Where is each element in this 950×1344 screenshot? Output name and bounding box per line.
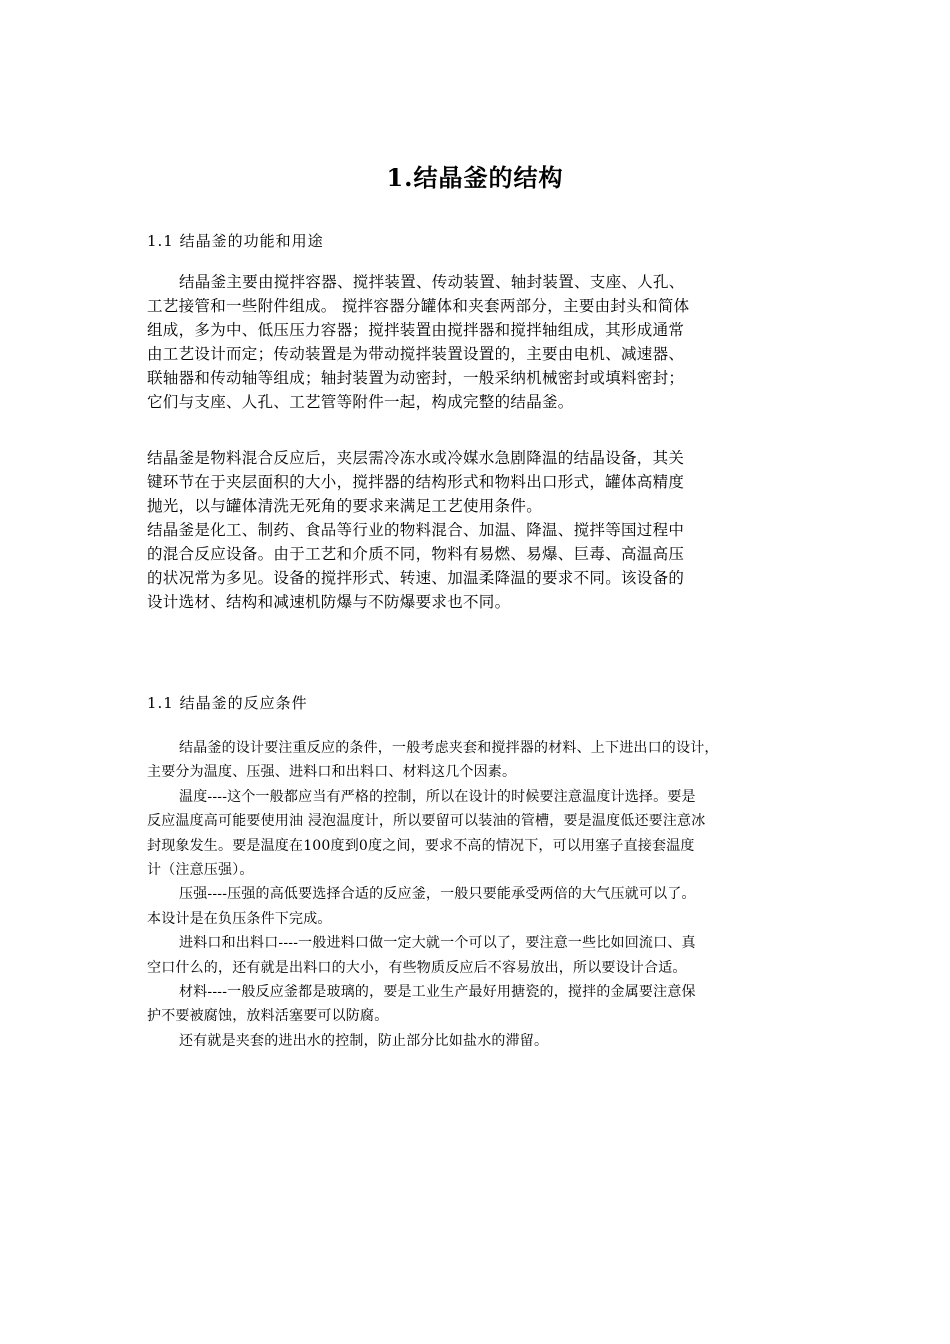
text-line: 压强----压强的高低要选择合适的反应釜，一般只要能承受两倍的大气压就可以了。 [179,886,696,903]
text-line: 本设计是在负压条件下完成。 [147,910,332,927]
paragraph-components [147,270,827,414]
document-title: 1.结晶釜的结构 [386,163,564,192]
text-line: 结晶釜是化工、制药、食品等行业的物料混合、加温、降温、搅拌等国过程中 [147,521,685,539]
text-line: 结晶釜的设计要注重反应的条件，一般考虑夹套和搅拌器的材料、上下进出口的设计， [179,740,719,756]
text-line: 键环节在于夹层面积的大小，搅拌器的结构形式和物料出口形式，罐体高精度 [147,473,685,491]
text-line: 还有就是夹套的进出水的控制，防止部分比如盐水的滞留。 [179,1032,549,1049]
text-line: 结晶釜主要由搅拌容器、搅拌装置、传动装置、轴封装置、支座、人孔、 [179,273,685,291]
text-line: 的状况常为多见。设备的搅拌形式、转速、加温柔降温的要求不同。该设备的 [147,569,685,587]
paragraph-description [147,446,827,614]
text-line: 组成，多为中、低压压力容器；搅拌装置由搅拌器和搅拌轴组成，其形成通常 [147,321,685,339]
text-line: 它们与支座、人孔、工艺管等附件一起，构成完整的结晶釜。 [147,393,574,411]
text-line: 工艺接管和一些附件组成。 搅拌容器分罐体和夹套两部分，主要由封头和简体 [147,297,690,315]
text-line: 由工艺设计而定；传动装置是为带动搅拌装置设置的，主要由电机、减速器、 [147,345,685,363]
paragraph-reaction-conditions [147,736,827,1053]
text-line: 护不要被腐蚀，放料活塞要可以防腐。 [147,1008,389,1025]
text-line: 空口什么的，还有就是出料口的大小，有些物质反应后不容易放出，所以要设计合适。 [147,959,687,976]
section-heading-reaction: 1.1 结晶釜的反应条件 [147,694,308,712]
text-line: 的混合反应设备。由于工艺和介质不同，物料有易燃、易爆、巨毒、高温高压 [147,545,685,563]
text-line: 计（注意压强）。 [147,862,254,879]
text-line: 联轴器和传动轴等组成；轴封装置为动密封，一般采纳机械密封或填料密封； [147,369,685,387]
text-line: 温度----这个一般都应当有严格的控制，所以在设计的时候要注意温度计选择。要是 [179,788,696,805]
text-line: 抛光，以与罐体清洗无死角的要求来满足工艺使用条件。 [147,497,543,515]
text-line: 材料----一般反应釜都是玻璃的，要是工业生产最好用搪瓷的，搅拌的金属要注意保 [179,984,696,1001]
section-heading-function: 1.1 结晶釜的功能和用途 [147,232,324,250]
text-line: 主要分为温度、压强、进料口和出料口、材料这几个因素。 [147,764,517,781]
text-line: 结晶釜是物料混合反应后，夹层需冷冻水或冷媒水急剧降温的结晶设备，其关 [147,449,685,467]
text-line: 设计选材、结构和减速机防爆与不防爆要求也不同。 [147,593,511,611]
text-line: 反应温度高可能要使用油 浸泡温度计，所以要留可以装油的管槽，要是温度低还要注意冰 [147,813,706,830]
text-line: 封现象发生。要是温度在100度到0度之间，要求不高的情况下，可以用塞子直接套温度 [147,837,695,854]
text-line: 进料口和出料口----一般进料口做一定大就一个可以了，要注意一些比如回流口、真 [179,935,696,952]
